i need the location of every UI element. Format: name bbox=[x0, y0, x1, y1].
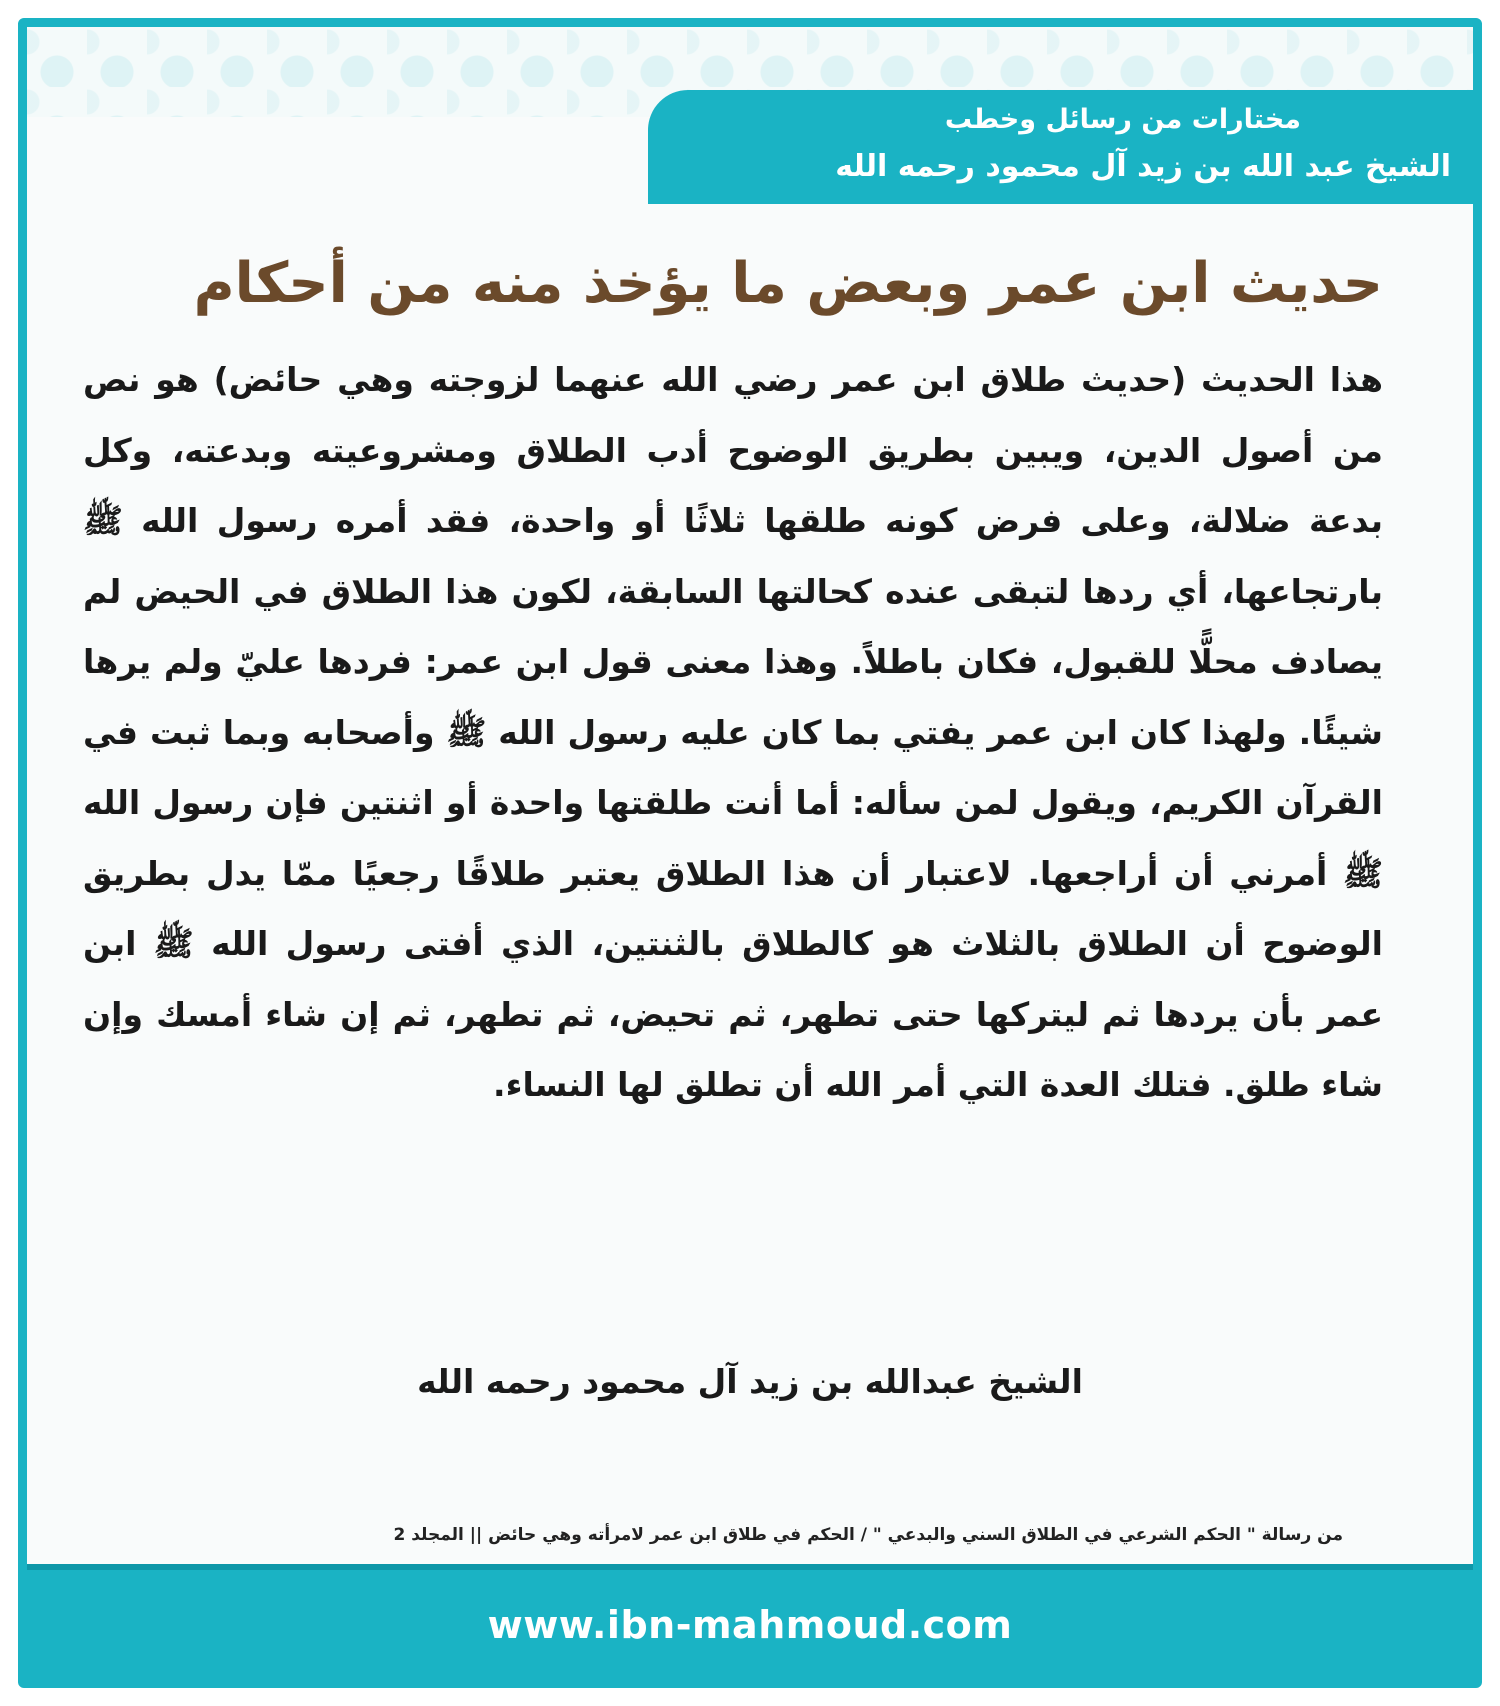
author-signature: الشيخ عبدالله بن زيد آل محمود رحمه الله bbox=[417, 1362, 1083, 1401]
series-author: الشيخ عبد الله بن زيد آل محمود رحمه الله bbox=[835, 149, 1451, 184]
article-body: هذا الحديث (حديث طلاق ابن عمر رضي الله عنهما لزوجته وهي حائض) هو نص من أصول الدين، ويبين بطريق الوضوح أدب الطلاق ومشروعيته وبدعته، وكل بدعة ضلالة، وعلى فرض كونه طلقها ثلاثًا أو واحدة، فقد أمره رسول الله ﷺ بارتجاعها، أي ردها لتبقى عنده كحالتها السابقة، لكون هذا الطلاق في الحيض لم يصادف محلًّا للقبول، فكان باطلاً. وهذا معنى قول ابن عمر: فردها عليّ ولم يرها شيئًا. ولهذا كان ابن عمر يفتي بما كان عليه رسول الله ﷺ وأصحابه وبما ثبت في القرآن الكريم، ويقول لمن سأله: أما أنت طلقتها واحدة أو اثنتين فإن رسول الله ﷺ أمرني أن أراجعها. لاعتبار أن هذا الطلاق يعتبر طلاقًا رجعيًا ممّا يدل بطريق الوضوح أن الطلاق بالثلاث هو كالطلاق بالثنتين، الذي أفتى رسول الله ﷺ ابن عمر بأن يردها ثم ليتركها حتى تطهر، ثم تحيض، ثم تطهر، ثم إن شاء أمسك وإن شاء طلق. فتلك العدة التي أمر الله أن تطلق لها النساء. bbox=[83, 360, 1383, 1104]
source-citation: من رسالة " الحكم الشرعي في الطلاق السني والبدعي " / الحكم في طلاق ابن عمر لامرأته وهي حائض || المجلد 2 bbox=[393, 1525, 1343, 1545]
card-frame bbox=[18, 18, 1482, 1688]
series-title: مختارات من رسائل وخطب bbox=[944, 104, 1301, 135]
footer-bar bbox=[27, 1564, 1473, 1679]
website-link[interactable]: www.ibn-mahmoud.com bbox=[487, 1602, 1013, 1647]
series-banner bbox=[648, 90, 1473, 204]
article-title: حديث ابن عمر وبعض ما يؤخذ منه من أحكام bbox=[193, 251, 1383, 316]
